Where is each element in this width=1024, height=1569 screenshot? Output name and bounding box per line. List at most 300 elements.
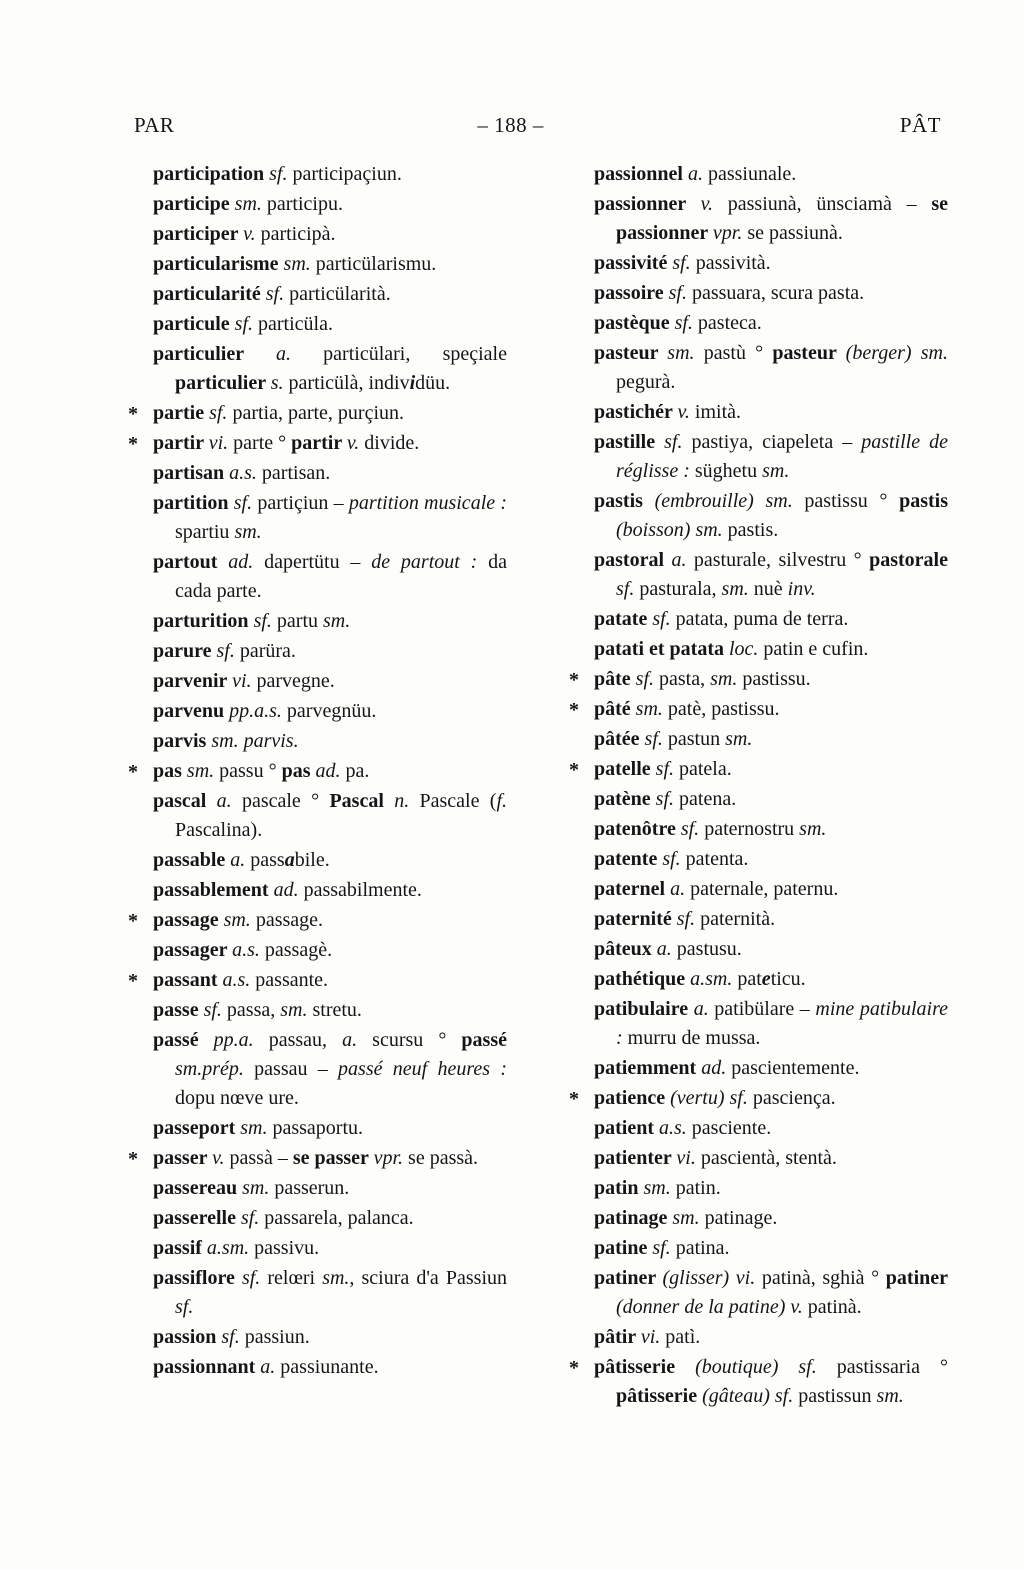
- entry-text: passà –: [224, 1147, 293, 1169]
- entry-text: divide.: [359, 432, 420, 454]
- entry-text: parte °: [228, 432, 292, 454]
- entry-text: a.: [216, 790, 232, 812]
- entry-headword: passerelle: [153, 1207, 241, 1229]
- dictionary-entry: [115, 906, 507, 935]
- entry-headword: patienter: [594, 1147, 677, 1169]
- entry-headword: pathétique: [594, 968, 691, 990]
- entry-text: vpr.: [712, 222, 743, 244]
- dictionary-entry: [556, 1144, 948, 1173]
- entry-text: a.: [693, 998, 709, 1020]
- entry-text: pascientemente.: [726, 1057, 860, 1079]
- entry-text: sf.: [664, 431, 683, 453]
- entry-headword: pâte: [594, 668, 636, 690]
- entry-text: süghetu: [689, 460, 763, 482]
- entry-text: (boisson) sm.: [616, 519, 723, 541]
- dictionary-entry: [556, 1204, 948, 1233]
- entry-text: paternità.: [695, 908, 776, 930]
- dictionary-entry: [115, 667, 507, 696]
- entry-text: particüla.: [253, 313, 333, 335]
- entry-text: pasturala,: [634, 578, 722, 600]
- entry-headword: partition: [153, 492, 234, 514]
- entry-headword: passionner: [594, 193, 701, 215]
- entry-text: vi.: [232, 670, 252, 692]
- entry-text: pastis.: [722, 519, 779, 541]
- entry-text: sf.: [652, 1237, 671, 1259]
- entry-text: a.: [687, 163, 703, 185]
- entry-text: sm.: [672, 1207, 700, 1229]
- entry-text: a.s.: [222, 969, 251, 991]
- entry-text: sf.: [655, 788, 675, 810]
- entry-text: passivu.: [249, 1237, 320, 1259]
- dictionary-entry: [556, 1084, 948, 1113]
- entry-text: pasturale, silvestru °: [686, 549, 870, 571]
- entry-text: patata, puma de terra.: [670, 608, 849, 630]
- entry-text: pat: [732, 968, 762, 990]
- entry-text: sm.: [223, 909, 251, 931]
- entry-headword: pastèque: [594, 312, 675, 334]
- entry-text: sf.: [253, 610, 272, 632]
- entry-headword: se passionner: [616, 193, 949, 244]
- page-number: – 188 –: [477, 113, 544, 137]
- entry-star-marker: *: [128, 910, 138, 932]
- entry-text: passabilmente.: [298, 879, 422, 901]
- entry-text: sm.: [240, 1117, 268, 1139]
- dictionary-entry: [115, 876, 507, 905]
- entry-text: pascientà, stentà.: [695, 1147, 837, 1169]
- entry-text: patina.: [670, 1237, 730, 1259]
- entry-text: passaportu.: [267, 1117, 364, 1139]
- entry-star-marker: *: [128, 970, 138, 992]
- entry-text: vpr.: [373, 1147, 404, 1169]
- entry-star-marker: *: [128, 403, 138, 425]
- entry-text: pastissaria °: [816, 1356, 948, 1378]
- entry-text: sm.: [643, 1177, 671, 1199]
- dictionary-entry: [115, 1323, 507, 1352]
- entry-text: sm.: [710, 668, 738, 690]
- dictionary-entry: [556, 1234, 948, 1263]
- entry-text: pasteca.: [692, 312, 762, 334]
- entry-text: a.: [670, 878, 686, 900]
- entry-star-marker: *: [569, 1357, 579, 1379]
- entry-text: sm.: [322, 1267, 350, 1289]
- entry-text: patena.: [674, 788, 737, 810]
- entry-text: patibülare –: [708, 998, 816, 1020]
- entry-text: particülarismu.: [310, 253, 437, 275]
- dictionary-entry: [556, 546, 948, 604]
- entry-text: ad.: [701, 1057, 727, 1079]
- entry-text: a.: [671, 549, 687, 571]
- entry-headword: patiner: [594, 1267, 663, 1289]
- entry-headword: partir: [291, 432, 347, 454]
- entry-headword: parvenu: [153, 700, 230, 722]
- entry-headword: patibulaire: [594, 998, 694, 1020]
- entry-text: pegurà.: [616, 371, 676, 393]
- entry-headword: pastorale: [869, 549, 948, 571]
- entry-text: sf.: [680, 818, 700, 840]
- entry-text: pastissu.: [737, 668, 811, 690]
- entry-text: mine patibulaire :: [616, 998, 949, 1049]
- entry-headword: pâté: [594, 698, 636, 720]
- entry-text: sf.: [216, 640, 235, 662]
- entry-text: pa.: [340, 760, 370, 782]
- entry-text: passiunale.: [702, 163, 797, 185]
- dictionary-entry: [115, 250, 507, 279]
- dictionary-entry: [115, 429, 507, 458]
- dictionary-entry: [115, 489, 507, 547]
- dictionary-entry: [115, 310, 507, 339]
- entry-text: participà.: [255, 223, 336, 245]
- entry-text: sf.: [672, 252, 691, 274]
- entry-text: pasta,: [654, 668, 711, 690]
- entry-text: f.: [496, 790, 507, 812]
- dictionary-entry: [115, 936, 507, 965]
- entry-headword: passé: [153, 1029, 214, 1051]
- entry-text: (berger) sm.: [845, 342, 949, 364]
- entry-text: dapertütu –: [253, 551, 372, 573]
- entry-headword: pascal: [153, 790, 217, 812]
- entry-headword: passer: [153, 1147, 213, 1169]
- entry-text: a.: [275, 343, 291, 365]
- entry-text: sf.: [209, 402, 228, 424]
- entry-headword: patiemment: [594, 1057, 702, 1079]
- entry-text: sf.: [616, 578, 635, 600]
- entry-text: sm.: [876, 1385, 904, 1407]
- entry-text: a.: [260, 1356, 276, 1378]
- dictionary-entry: [556, 1264, 948, 1322]
- entry-text: relœri: [260, 1267, 323, 1289]
- entry-headword: Pascal: [329, 790, 395, 812]
- entry-text: i: [409, 372, 416, 394]
- dictionary-entry: [115, 220, 507, 249]
- entry-text: sf.: [662, 848, 681, 870]
- entry-text: de partout :: [371, 551, 478, 573]
- entry-text: patin e cufin.: [758, 638, 869, 660]
- entry-text: sm.prép.: [175, 1058, 244, 1080]
- entry-text: sf.: [265, 283, 285, 305]
- entry-headword: participe: [153, 193, 235, 215]
- dictionary-entry: [556, 785, 948, 814]
- dictionary-entry: [115, 1353, 507, 1382]
- dictionary-entry: [556, 1323, 948, 1352]
- entry-headword: passage: [153, 909, 224, 931]
- entry-headword: particularisme: [153, 253, 284, 275]
- entry-headword: passionnel: [594, 163, 688, 185]
- entry-text: parvegne.: [251, 670, 335, 692]
- entry-text: passu °: [214, 760, 282, 782]
- dictionary-entry: [556, 279, 948, 308]
- entry-text: murru de mussa.: [622, 1027, 761, 1049]
- entry-headword: particulier: [175, 372, 271, 394]
- entry-text: patè, pastissu.: [662, 698, 780, 720]
- dictionary-entry: [115, 966, 507, 995]
- entry-headword: pâtir: [594, 1326, 641, 1348]
- entry-text: passante.: [250, 969, 329, 991]
- entry-headword: patinage: [594, 1207, 673, 1229]
- entry-star-marker: *: [128, 761, 138, 783]
- entry-text: sm.: [234, 193, 262, 215]
- entry-text: (gâteau) sf.: [702, 1385, 794, 1407]
- entry-text: vi.: [676, 1147, 696, 1169]
- dictionary-entry: [115, 757, 507, 786]
- dictionary-entry: [115, 1204, 507, 1233]
- dictionary-entry: [115, 787, 507, 845]
- dictionary-entry: [556, 398, 948, 427]
- entry-text: a.: [656, 938, 672, 960]
- entry-text: sm.: [762, 460, 790, 482]
- entry-text: passività.: [690, 252, 771, 274]
- entry-text: a.: [342, 1029, 358, 1051]
- entry-text: partisan.: [256, 462, 331, 484]
- entry-text: passarela, palanca.: [259, 1207, 414, 1229]
- entry-text: inv.: [787, 578, 816, 600]
- entry-text: , sciura d'a Passiun: [349, 1267, 507, 1289]
- entry-headword: partir: [153, 432, 209, 454]
- entry-text: v.: [677, 401, 690, 423]
- entry-headword: passiflore: [153, 1267, 242, 1289]
- entry-text: participaçiun.: [287, 163, 402, 185]
- entry-text: sf.: [635, 668, 655, 690]
- entry-headword: passif: [153, 1237, 207, 1259]
- entry-headword: pas: [281, 760, 316, 782]
- entry-text: ad.: [228, 551, 254, 573]
- entry-text: sm.: [635, 698, 663, 720]
- entry-headword: passeport: [153, 1117, 241, 1139]
- dictionary-entry: [556, 905, 948, 934]
- entry-text: sf.: [269, 163, 288, 185]
- entry-headword: partout: [153, 551, 229, 573]
- dictionary-entry: [115, 459, 507, 488]
- entry-text: n.: [394, 790, 410, 812]
- entry-text: (embrouille) sm.: [654, 490, 793, 512]
- entry-text: patinà, sghià °: [755, 1267, 886, 1289]
- entry-text: pastù °: [694, 342, 773, 364]
- dictionary-entry: [115, 1174, 507, 1203]
- dictionary-entry: [115, 607, 507, 636]
- dictionary-entry: [556, 1174, 948, 1203]
- entry-text: pastille de réglisse :: [616, 431, 948, 482]
- dictionary-entry: [115, 727, 507, 756]
- entry-text: s.: [270, 372, 284, 394]
- entry-text: se passà.: [403, 1147, 479, 1169]
- entry-text: sf.: [655, 758, 674, 780]
- entry-star-marker: *: [128, 1148, 138, 1170]
- entry-text: pp.a.: [213, 1029, 254, 1051]
- running-head-right: PÂT: [899, 113, 941, 137]
- entry-text: sf.: [676, 908, 696, 930]
- entry-headword: passablement: [153, 879, 274, 901]
- dictionary-entry: [115, 1026, 507, 1113]
- entry-text: particülarità.: [284, 283, 391, 305]
- entry-text: passage.: [250, 909, 324, 931]
- entry-text: pastun: [662, 728, 726, 750]
- entry-text: pasciente.: [686, 1117, 772, 1139]
- entry-text: patela.: [674, 758, 732, 780]
- entry-headword: pâteux: [594, 938, 657, 960]
- entry-headword: paternel: [594, 878, 671, 900]
- entry-text: scursu °: [357, 1029, 462, 1051]
- entry-headword: patène: [594, 788, 656, 810]
- entry-headword: parvenir: [153, 670, 233, 692]
- entry-text: v.: [700, 193, 714, 215]
- entry-text: ticu.: [770, 968, 806, 990]
- entry-text: a: [284, 849, 295, 871]
- entry-headword: pâtisserie: [594, 1356, 696, 1378]
- entry-headword: pâtisserie: [616, 1385, 703, 1407]
- entry-text: a.s.: [659, 1117, 687, 1139]
- entry-text: sm.: [283, 253, 311, 275]
- entry-headword: passe: [153, 999, 204, 1021]
- dictionary-entry: [556, 1114, 948, 1143]
- dictionary-entry: [115, 280, 507, 309]
- entry-text: pass: [245, 849, 285, 871]
- entry-text: ad.: [273, 879, 299, 901]
- entry-text: nuè: [748, 578, 788, 600]
- entry-headword: patient: [594, 1117, 659, 1139]
- entry-text: partiçiun –: [252, 492, 349, 514]
- entry-text: passiun.: [239, 1326, 310, 1348]
- dictionary-entry: [115, 548, 507, 606]
- dictionary-entry: [556, 1054, 948, 1083]
- entry-text: sm. parvis.: [211, 730, 299, 752]
- entry-headword: passé: [461, 1029, 507, 1051]
- entry-text: partia, parte, purçiun.: [227, 402, 405, 424]
- entry-text: sm.: [799, 818, 827, 840]
- entry-text: (boutique) sf.: [695, 1356, 817, 1378]
- entry-text: passau –: [243, 1058, 339, 1080]
- entry-headword: patati et patata: [594, 638, 729, 660]
- dictionary-entry: [115, 1114, 507, 1143]
- dictionary-entry: [556, 875, 948, 904]
- dictionary-entry: [115, 996, 507, 1025]
- dictionary-entry: [556, 249, 948, 278]
- entry-text: sf.: [234, 313, 253, 335]
- entry-text: ad.: [315, 760, 341, 782]
- entry-headword: pastis: [594, 490, 655, 512]
- left-column: [115, 160, 507, 1383]
- entry-text: imità.: [689, 401, 742, 423]
- entry-text: sf.: [221, 1326, 240, 1348]
- entry-star-marker: *: [569, 759, 579, 781]
- dictionary-entry: [556, 995, 948, 1053]
- entry-headword: patate: [594, 608, 653, 630]
- entry-text: partition musicale :: [348, 492, 507, 514]
- entry-text: passuara, scura pasta.: [686, 282, 865, 304]
- entry-star-marker: *: [569, 699, 579, 721]
- entry-text: a.sm.: [690, 968, 733, 990]
- dictionary-entry: [556, 309, 948, 338]
- dictionary-entry: [556, 965, 948, 994]
- entry-text: a.sm.: [206, 1237, 250, 1259]
- entry-text: passiunà, ünsciamà –: [713, 193, 932, 215]
- entry-text: pp.a.s.: [229, 700, 282, 722]
- entry-text: bile.: [294, 849, 330, 871]
- entry-headword: patience: [594, 1087, 671, 1109]
- entry-text: passiunante.: [275, 1356, 379, 1378]
- entry-text: düu.: [415, 372, 451, 394]
- dictionary-entry: [115, 340, 507, 398]
- dictionary-entry: [115, 1144, 507, 1173]
- entry-headword: passable: [153, 849, 231, 871]
- entry-headword: passant: [153, 969, 223, 991]
- entry-text: loc.: [728, 638, 759, 660]
- entry-headword: passionnant: [153, 1356, 261, 1378]
- entry-text: sf.: [644, 728, 663, 750]
- dictionary-entry: [556, 487, 948, 545]
- entry-text: (vertu) sf.: [670, 1087, 748, 1109]
- dictionary-entry: [556, 1353, 948, 1411]
- entry-text: partu: [271, 610, 323, 632]
- entry-headword: partisan: [153, 462, 230, 484]
- entry-text: pascale °: [231, 790, 330, 812]
- entry-headword: particularité: [153, 283, 266, 305]
- dictionary-entry: [556, 339, 948, 397]
- entry-headword: patiner: [885, 1267, 948, 1289]
- entry-headword: parturition: [153, 610, 254, 632]
- dictionary-entry: [556, 845, 948, 874]
- entry-text: paternostru: [699, 818, 800, 840]
- dictionary-entry: [115, 399, 507, 428]
- entry-text: sf.: [203, 999, 222, 1021]
- entry-text: dopu nœve ure.: [175, 1087, 299, 1109]
- dictionary-entry: [556, 635, 948, 664]
- dictionary-entry: [556, 695, 948, 724]
- entry-headword: passager: [153, 939, 233, 961]
- entry-text: sm.: [234, 521, 262, 543]
- entry-headword: passion: [153, 1326, 222, 1348]
- entry-text: patinà.: [802, 1296, 862, 1318]
- entry-text: da cada parte.: [175, 551, 507, 602]
- entry-headword: patin: [594, 1177, 644, 1199]
- entry-headword: participer: [153, 223, 244, 245]
- entry-star-marker: *: [569, 1088, 579, 1110]
- entry-headword: patine: [594, 1237, 653, 1259]
- entry-text: stretu.: [307, 999, 362, 1021]
- entry-text: (donner de la patine) v.: [616, 1296, 803, 1318]
- entry-text: pasciença.: [747, 1087, 836, 1109]
- entry-text: Pascale (: [409, 790, 497, 812]
- entry-headword: pastis: [899, 490, 949, 512]
- entry-headword: pas: [153, 760, 187, 782]
- entry-headword: pasteur: [594, 342, 668, 364]
- entry-text: sm.: [667, 342, 695, 364]
- entry-text: passa,: [221, 999, 281, 1021]
- entry-headword: pastille: [594, 431, 665, 453]
- entry-text: a.s.: [229, 462, 257, 484]
- entry-text: vi.: [208, 432, 229, 454]
- entry-text: particülà, indiv: [283, 372, 410, 394]
- entry-text: sf.: [241, 1267, 261, 1289]
- entry-headword: pastoral: [594, 549, 672, 571]
- entry-text: particülari, speçiale: [290, 343, 507, 365]
- dictionary-entry: [115, 637, 507, 666]
- entry-headword: parvis: [153, 730, 212, 752]
- entry-text: parüra.: [234, 640, 296, 662]
- dictionary-entry: [115, 697, 507, 726]
- entry-text: passau,: [253, 1029, 343, 1051]
- entry-headword: participation: [153, 163, 270, 185]
- entry-headword: particulier: [153, 343, 276, 365]
- entry-text: sf.: [233, 492, 253, 514]
- dictionary-entry: [556, 815, 948, 844]
- entry-text: sm.: [242, 1177, 270, 1199]
- entry-headword: passoire: [594, 282, 669, 304]
- entry-text: passé neuf heures :: [338, 1058, 507, 1080]
- entry-text: sm.: [725, 728, 753, 750]
- dictionary-entry: [556, 725, 948, 754]
- entry-headword: pasteur: [772, 342, 846, 364]
- entry-text: participu.: [261, 193, 343, 215]
- dictionary-entry: [115, 1234, 507, 1263]
